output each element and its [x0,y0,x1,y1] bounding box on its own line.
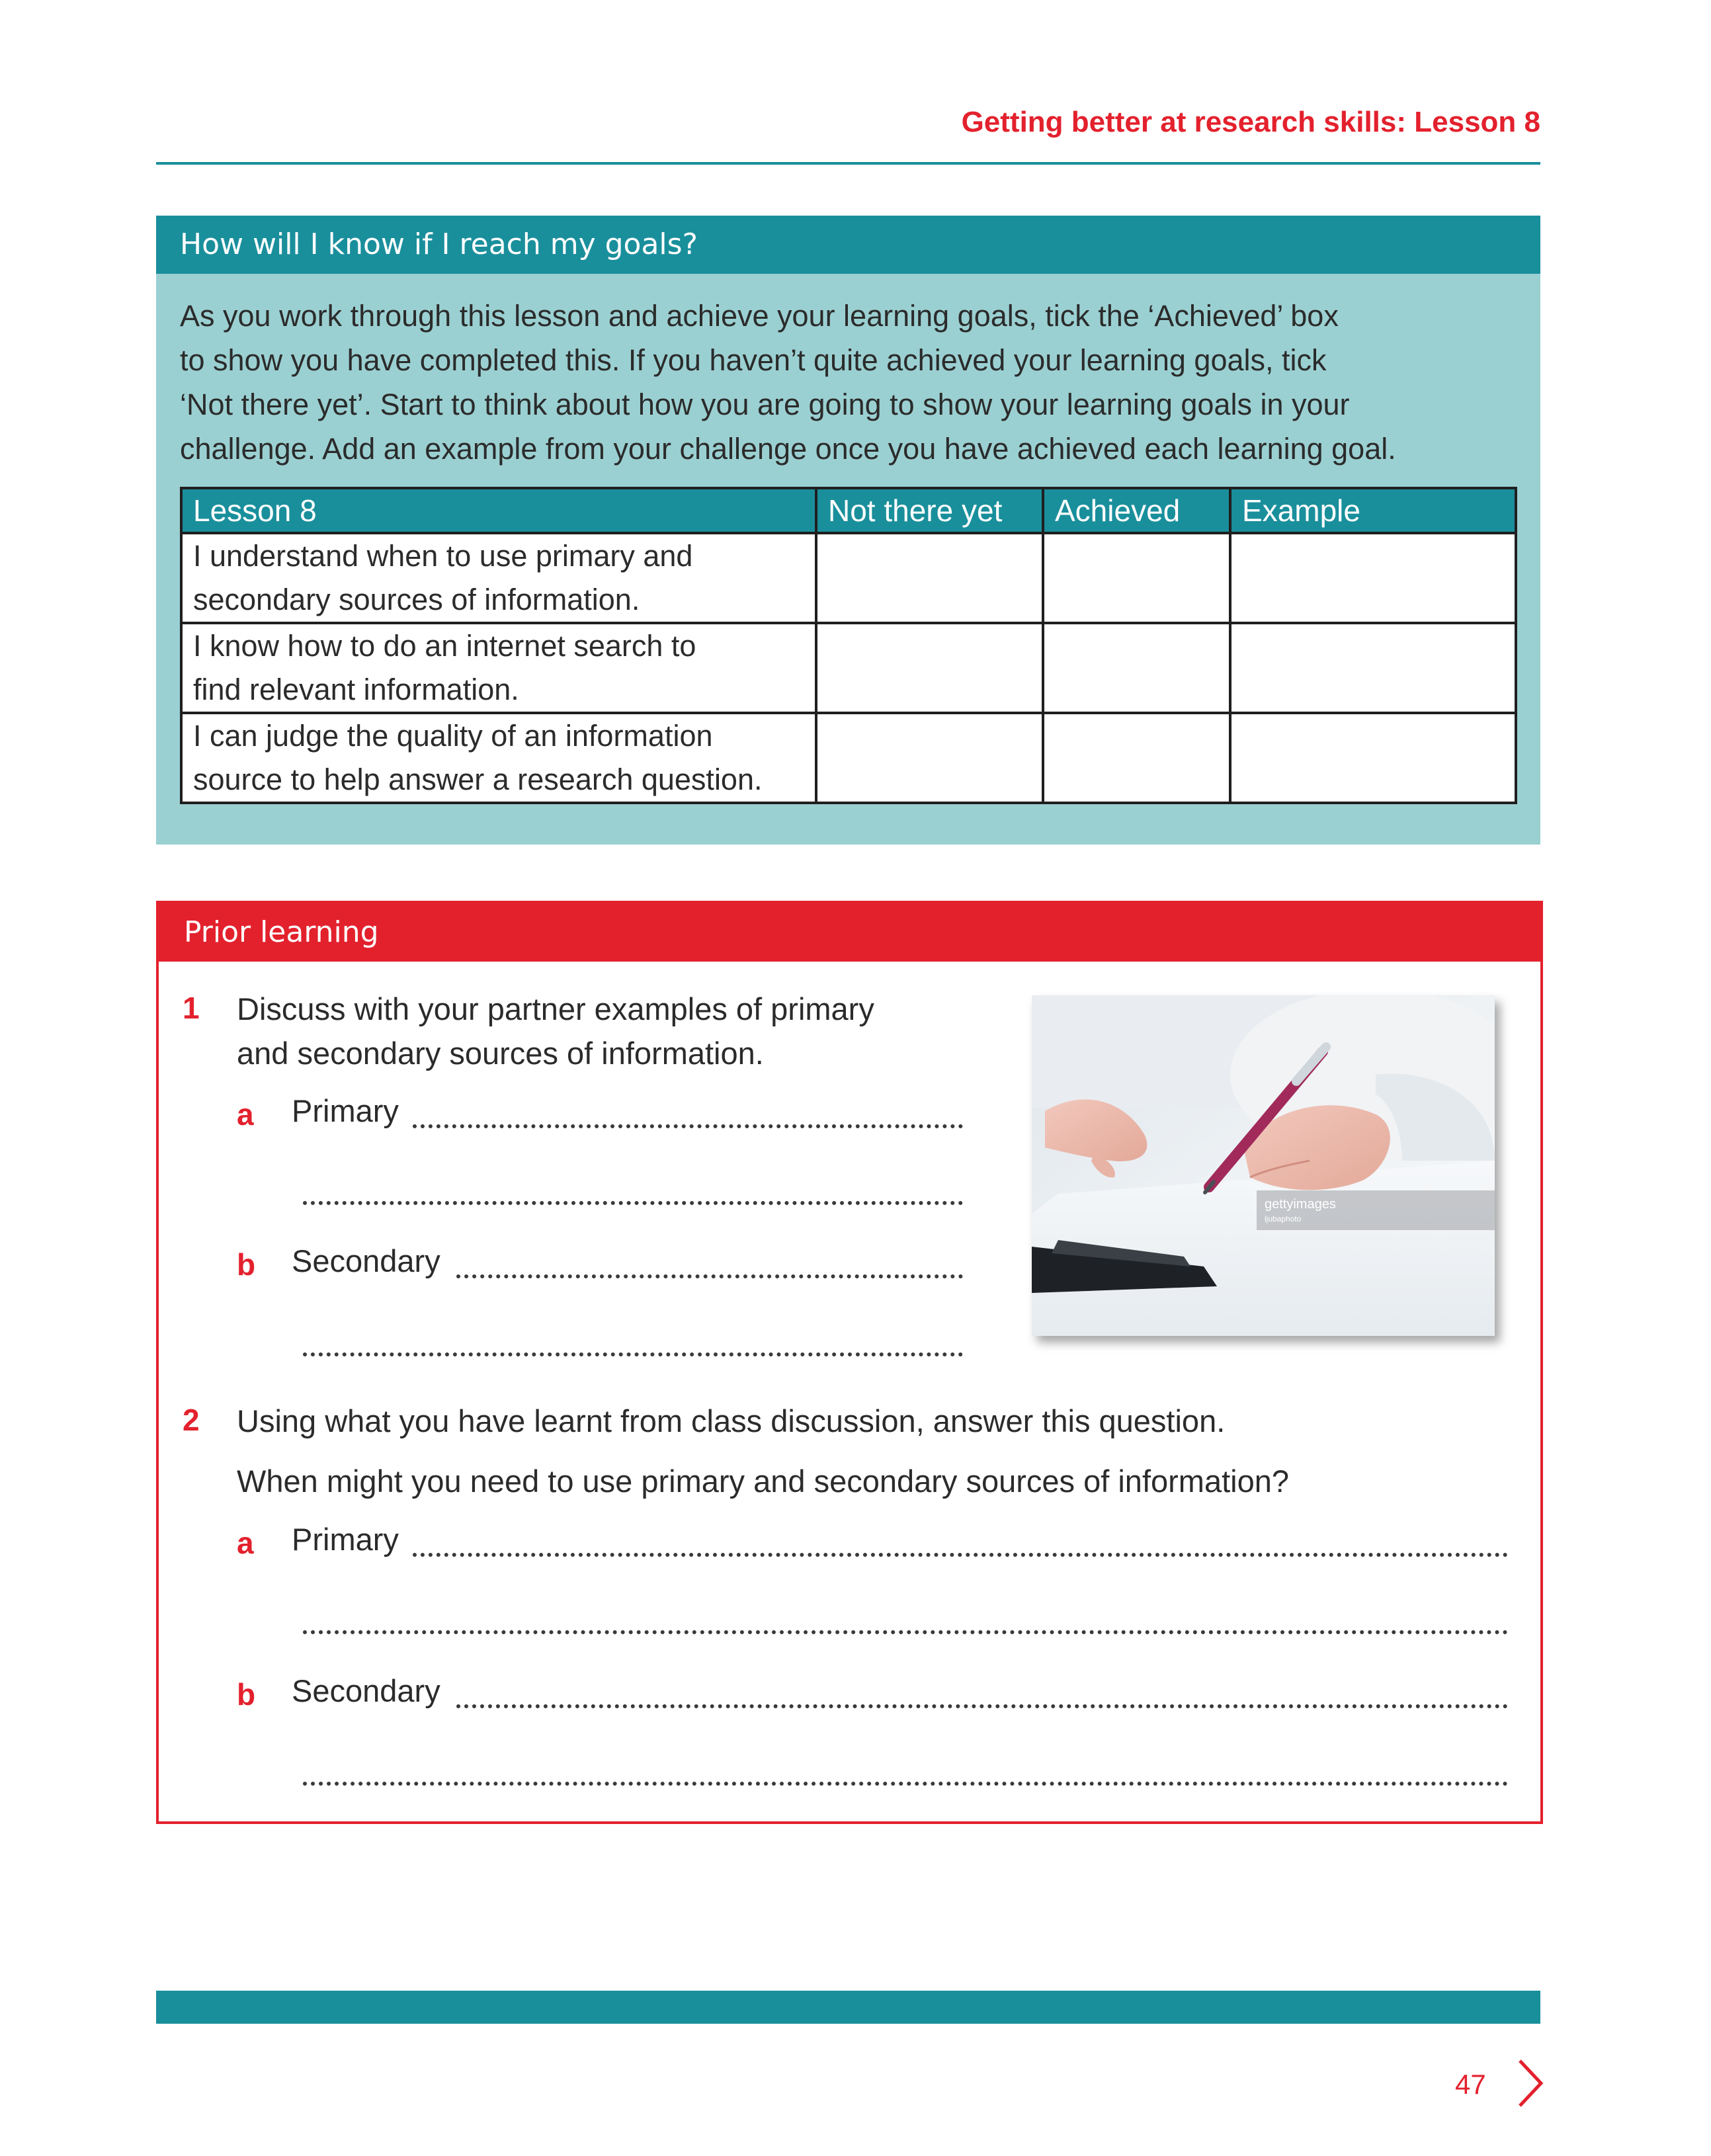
page-number: 47 [1455,2069,1486,2100]
intro-line: As you work through this lesson and achieve your learning goals, tick the ‘Achieved’ box [180,299,1339,333]
column-header-not-there-yet: Not there yet [816,488,1043,533]
subquestion-label: a [237,1526,254,1560]
table-row [181,533,1516,623]
goal-text-line: secondary sources of information. [193,583,640,616]
question-number: 1 [183,991,200,1025]
achieved-tick-box[interactable] [1043,623,1230,713]
subquestion-text: Primary [292,1093,399,1128]
answer-line[interactable] [456,1274,963,1278]
goals-intro-text [180,294,1529,471]
answer-line[interactable] [456,1704,1508,1708]
goals-panel-header [156,216,1540,274]
goal-text-line: I understand when to use primary and [193,539,693,573]
intro-line: challenge. Add an example from your challenge once you have achieved each learning goal. [180,432,1396,466]
photo-illustration [1032,995,1495,1336]
question-number: 2 [183,1403,200,1437]
footer-bar [156,1991,1540,2024]
table-header-row [181,488,1516,533]
answer-line[interactable] [303,1201,963,1205]
answer-line[interactable] [413,1553,1508,1557]
achieved-tick-box[interactable] [1043,713,1230,803]
question-text: Using what you have learnt from class discussion, answer this question. [237,1403,1226,1438]
question-text-line: and secondary sources of information. [237,1036,764,1071]
running-head: Getting better at research skills: Lesson 8 [961,106,1540,138]
learning-goals-table [180,487,1517,804]
answer-line[interactable] [413,1124,963,1128]
table-row [181,623,1516,713]
example-cell[interactable] [1230,533,1516,623]
subquestion-text: Secondary [292,1243,440,1278]
answer-line[interactable] [303,1782,1508,1786]
not-there-yet-tick-box[interactable] [816,623,1043,713]
intro-line: to show you have completed this. If you haven’t quite achieved your learning goals, tick [180,343,1327,377]
answer-line[interactable] [303,1630,1508,1634]
example-cell[interactable] [1230,623,1516,713]
goal-text-line: find relevant information. [193,673,519,706]
question-text-line: Discuss with your partner examples of primary [237,991,874,1026]
column-header-lesson: Lesson 8 [181,488,816,533]
subquestion-label: a [237,1097,254,1132]
subquestion-text: Secondary [292,1673,440,1708]
prior-learning-title: Prior learning [184,915,379,949]
question-text [237,987,874,1075]
example-cell[interactable] [1230,713,1516,803]
goals-panel-title: How will I know if I reach my goals? [180,228,698,261]
goal-cell [181,623,816,713]
goal-cell [181,713,816,803]
subquestion-text: Primary [292,1522,399,1557]
prior-learning-header [159,903,1540,962]
not-there-yet-tick-box[interactable] [816,713,1043,803]
goals-panel [156,216,1540,845]
table-row [181,713,1516,803]
not-there-yet-tick-box[interactable] [816,533,1043,623]
photo-credit: ljubaphoto [1265,1214,1302,1223]
column-header-achieved: Achieved [1043,488,1230,533]
goal-cell [181,533,816,623]
chevron-right-icon[interactable] [1515,2057,1548,2112]
photo-watermark: gettyimages [1265,1197,1336,1212]
subquestion-label: b [237,1677,256,1712]
writing-hands-photo [1032,995,1495,1336]
goal-text-line: source to help answer a research question. [193,763,763,796]
goal-text-line: I know how to do an internet search to [193,629,696,663]
column-header-example: Example [1230,488,1516,533]
achieved-tick-box[interactable] [1043,533,1230,623]
goal-text-line: I can judge the quality of an information [193,719,713,753]
subquestion-label: b [237,1247,256,1282]
question-text: When might you need to use primary and secondary sources of information? [237,1464,1290,1499]
answer-line[interactable] [303,1352,963,1356]
intro-line: ‘Not there yet’. Start to think about how you are going to show your learning goals in your [180,388,1350,421]
header-divider [156,162,1540,165]
